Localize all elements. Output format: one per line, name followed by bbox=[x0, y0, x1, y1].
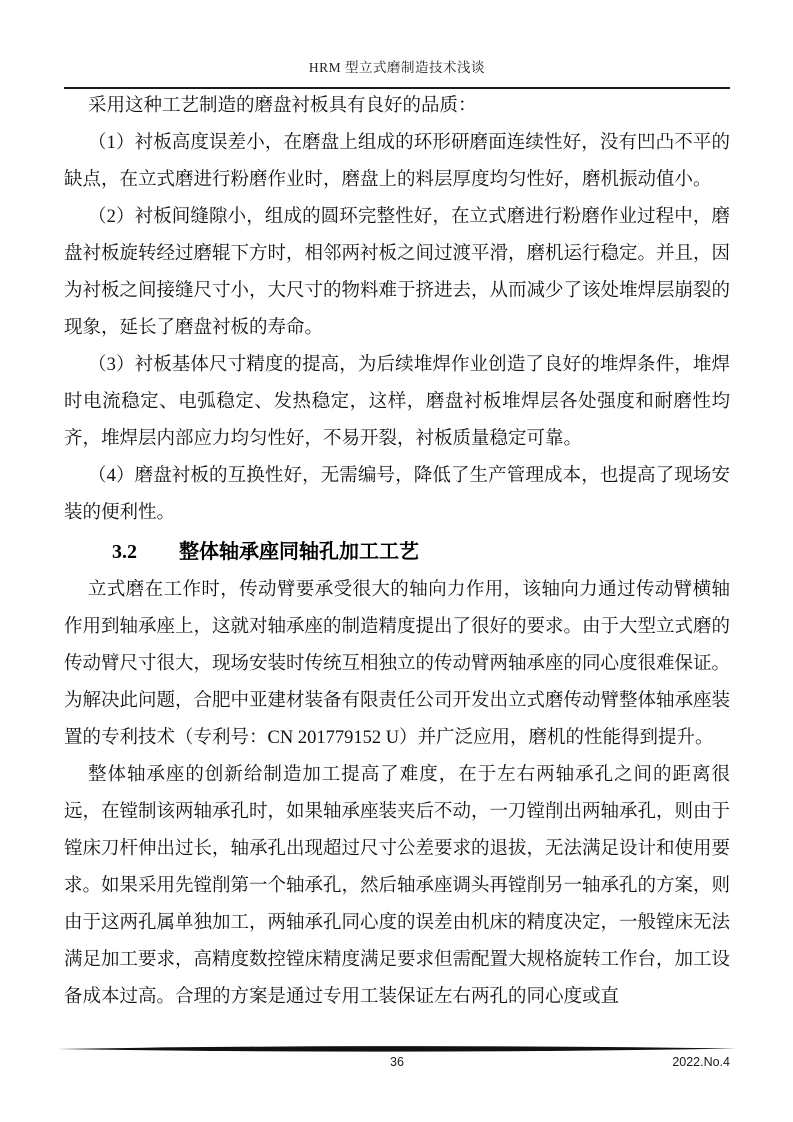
body-paragraph-2: 整体轴承座的创新给制造加工提高了难度，在于左右两轴承孔之间的距离很远，在镗制该两轴承孔时，如果轴承座装夹后不动，一刀镗削出两轴承孔，则由于镗床刀杆伸出过长，轴承孔出现超过尺寸公差要求的退拔，无法满足设计和使用要求。如果采用先镗削第一个轴承孔，然后轴承座调头再镗削另一轴承孔的方案，则由于这两孔属单独加工，两轴承孔同心度的误差由机床的精度决定，一般镗床无法满足加工要求，高精度数控镗床精度满足要求但需配置大规格旋转工作台，加工设备成本过高。合理的方案是通过专用工装保证左右两孔的同心度或直 bbox=[64, 765, 731, 1007]
list-item-1: （1）衬板高度误差小，在磨盘上组成的环形研磨面连续性好，没有凹凸不平的缺点，在立式磨进行粉磨作业时，磨盘上的料层厚度均匀性好，磨机振动值小。 bbox=[64, 133, 730, 190]
footer-page-number: 36 bbox=[390, 1055, 404, 1069]
footer-issue-label: 2022.No.4 bbox=[672, 1055, 730, 1069]
footer-divider-lens bbox=[57, 1044, 736, 1054]
section-heading bbox=[64, 532, 730, 572]
section-title: 整体轴承座同轴孔加工工艺 bbox=[179, 541, 419, 563]
footer bbox=[64, 1055, 730, 1073]
list-item-3: （3）衬板基体尺寸精度的提高，为后续堆焊作业创造了良好的堆焊条件，堆焊时电流稳定、电弧稳定、发热稳定，这样，磨盘衬板堆焊层各处强度和耐磨性均齐，堆焊层内部应力均匀性好，不易开裂，衬板质量稳定可靠。 bbox=[64, 355, 730, 449]
running-header-title: HRM 型立式磨制造技术浅谈 bbox=[308, 60, 486, 75]
page-body bbox=[64, 88, 730, 1016]
body-paragraph-1: 立式磨在工作时，传动臂要承受很大的轴向力作用，该轴向力通过传动臂横轴作用到轴承座上，这就对轴承座的制造精度提出了很好的要求。由于大型立式磨的传动臂尺寸很大，现场安装时传统互相独立的传动臂两轴承座的同心度很难保证。为解决此问题，合肥中亚建材装备有限责任公司开发出立式磨传动臂整体轴承座装置的专利技术（专利号：CN 201779152 U）并广泛应用，磨机的性能得到提升。 bbox=[64, 580, 731, 748]
section-number: 3.2 bbox=[112, 541, 137, 563]
list-item-4: （4）磨盘衬板的互换性好，无需编号，降低了生产管理成本，也提高了现场安装的便利性。 bbox=[64, 466, 730, 523]
intro-paragraph: 采用这种工艺制造的磨盘衬板具有良好的品质： bbox=[88, 96, 477, 116]
list-item-2: （2）衬板间缝隙小，组成的圆环完整性好，在立式磨进行粉磨作业过程中，磨盘衬板旋转经过磨辊下方时，相邻两衬板之间过渡平滑，磨机运行稳定。并且，因为衬板之间接缝尺寸小，大尺寸的物料难于挤进去，从而减少了该处堆焊层崩裂的现象，延长了磨盘衬板的寿命。 bbox=[64, 207, 731, 338]
